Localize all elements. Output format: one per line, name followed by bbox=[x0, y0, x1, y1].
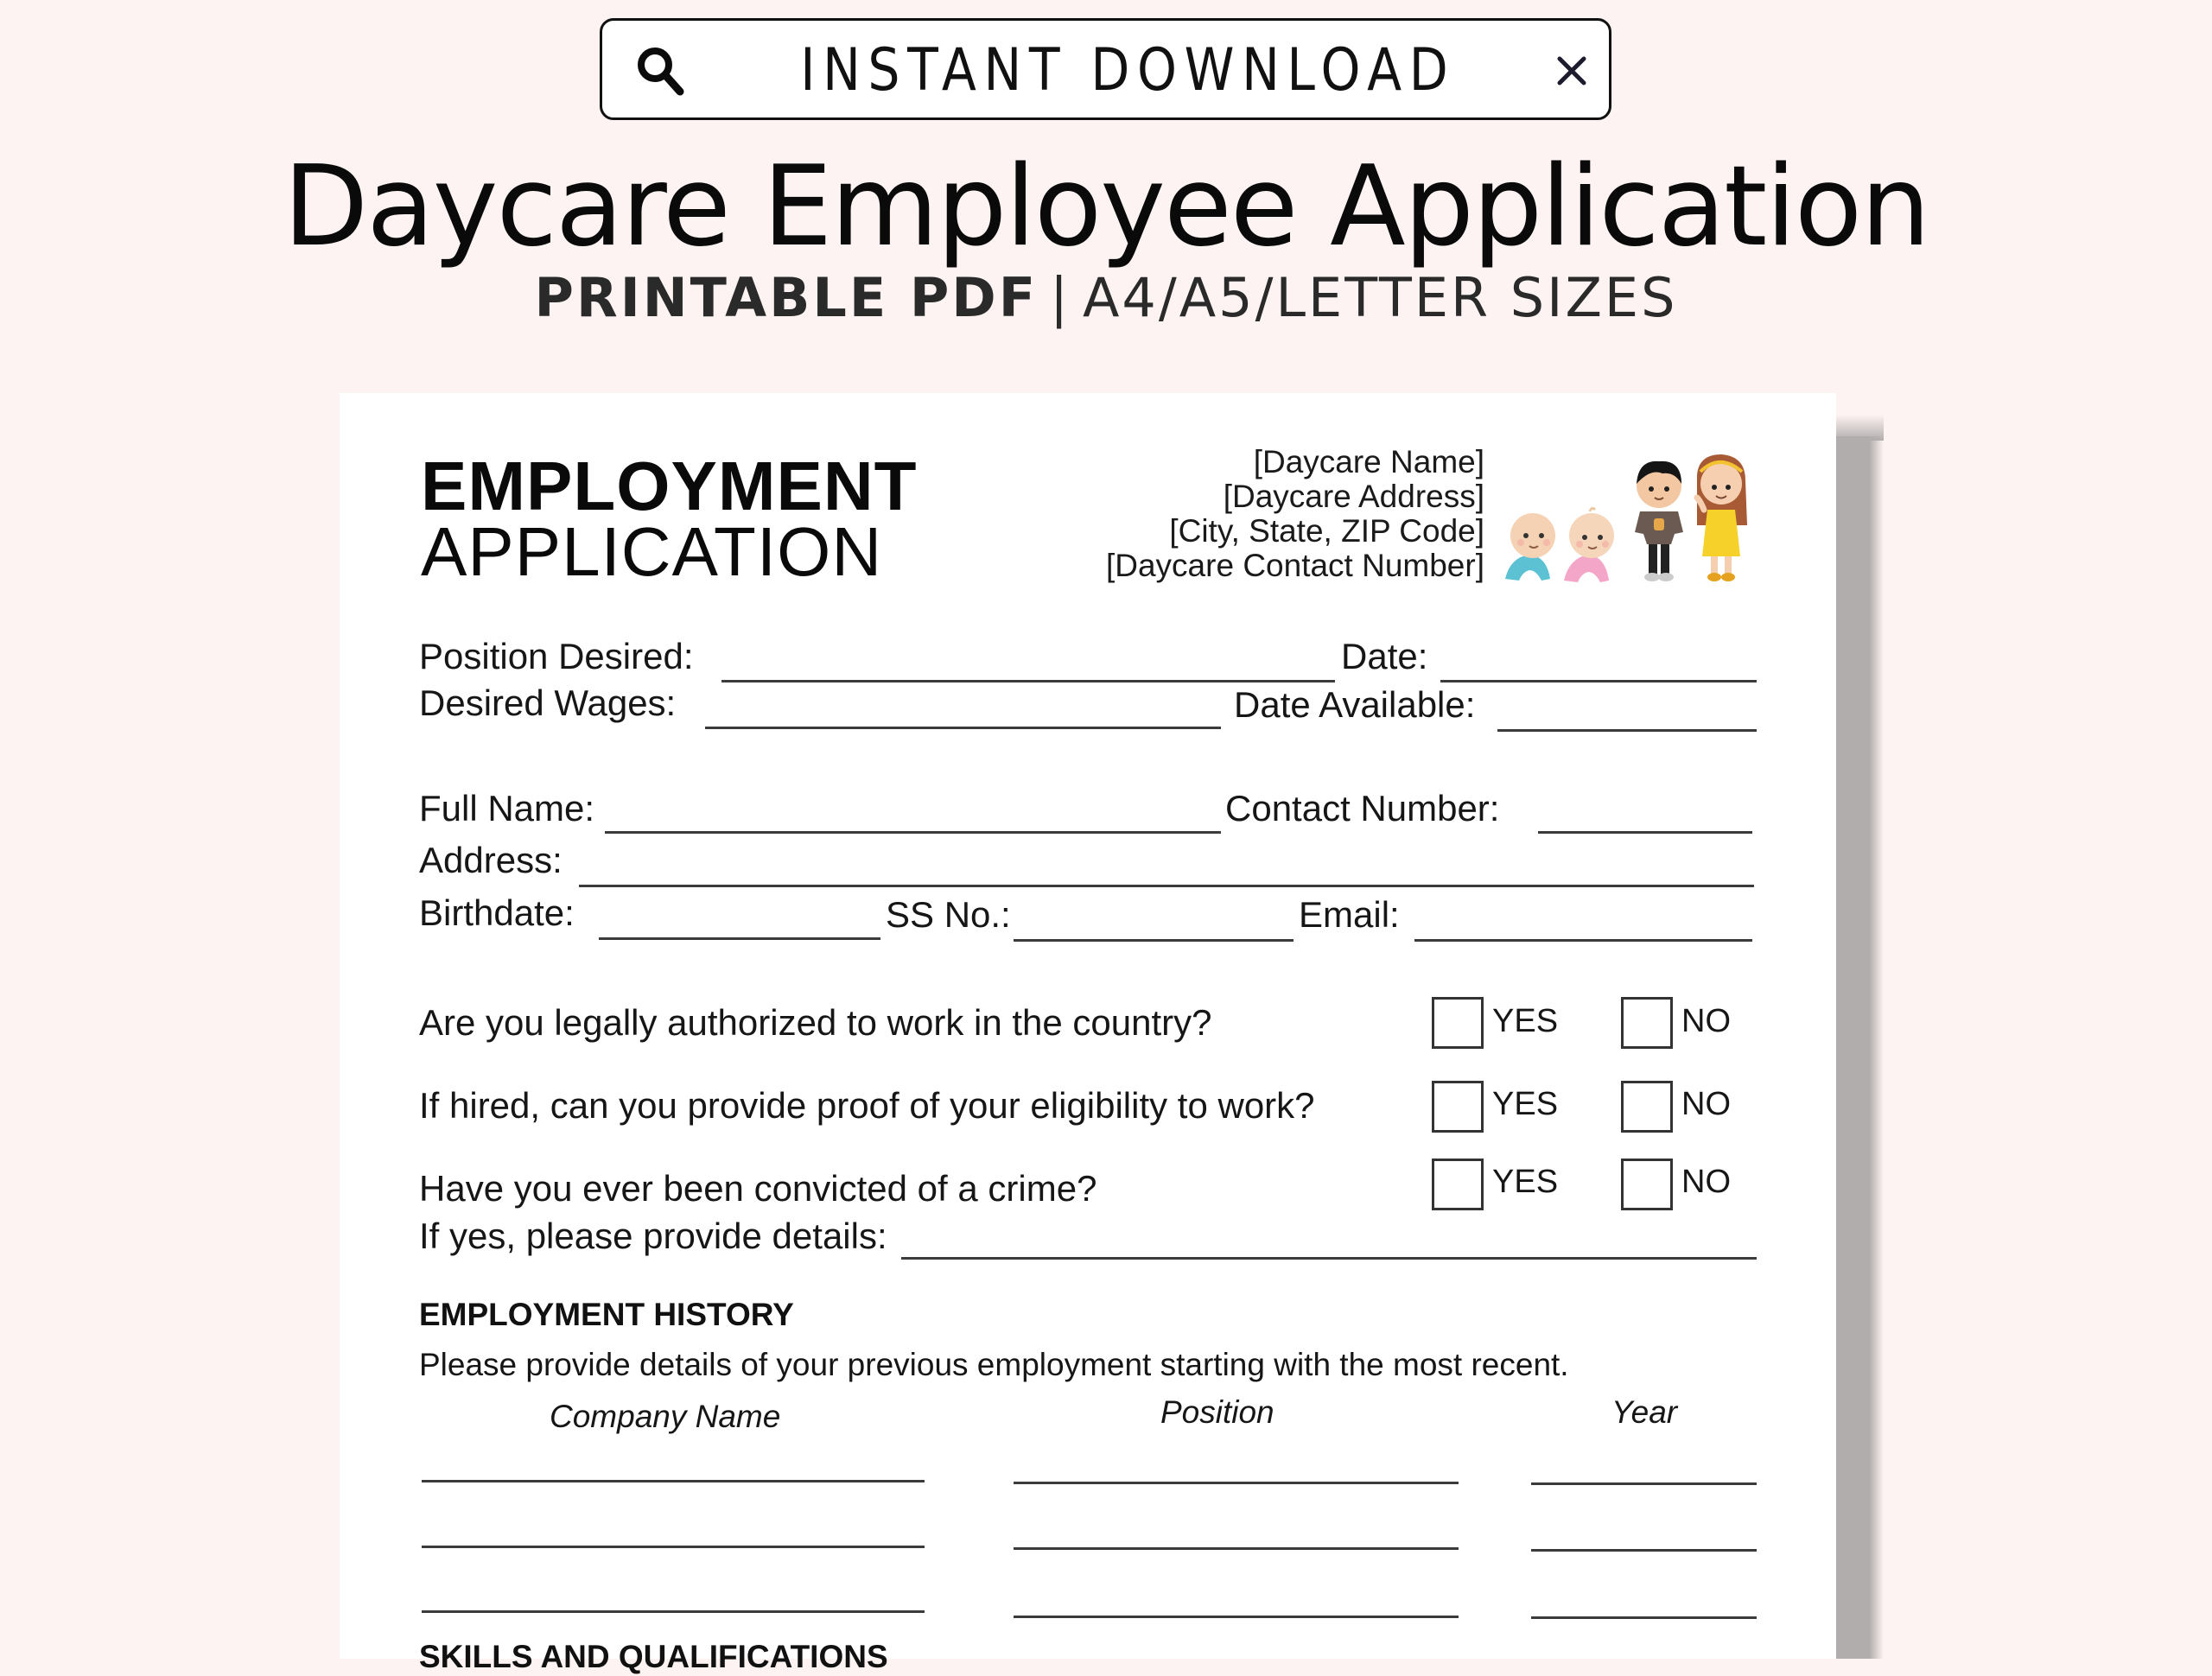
birthdate-field[interactable] bbox=[599, 937, 880, 940]
instant-download-text: INSTANT DOWNLOAD bbox=[800, 36, 1456, 105]
criminal-conviction-no-checkbox[interactable] bbox=[1621, 1159, 1673, 1210]
criminal-conviction-no-label: NO bbox=[1681, 1164, 1731, 1200]
history-row-3-company-field[interactable] bbox=[422, 1610, 925, 1613]
baby-pink-icon bbox=[1564, 508, 1614, 582]
email-field[interactable] bbox=[1414, 939, 1752, 942]
desired-wages-field[interactable] bbox=[705, 727, 1221, 729]
work-authorization-yes-checkbox[interactable] bbox=[1432, 997, 1484, 1049]
skills-qualifications-heading: SKILLS AND QUALIFICATIONS bbox=[419, 1639, 888, 1674]
position-desired-field[interactable] bbox=[721, 680, 1335, 682]
question-work-authorization: Are you legally authorized to work in the country? bbox=[419, 1002, 1212, 1043]
history-row-1-company-field[interactable] bbox=[422, 1480, 925, 1482]
date-available-field[interactable] bbox=[1497, 729, 1757, 732]
product-title: Daycare Employee Application bbox=[283, 143, 1929, 271]
history-row-1-position-field[interactable] bbox=[1014, 1482, 1459, 1484]
ss-no-label: SS No.: bbox=[886, 894, 1011, 935]
eligibility-proof-yes-checkbox[interactable] bbox=[1432, 1081, 1484, 1133]
product-subtitle bbox=[0, 268, 2212, 328]
date-available-label: Date Available: bbox=[1234, 684, 1476, 725]
history-row-2-company-field[interactable] bbox=[422, 1546, 925, 1548]
work-authorization-yes-label: YES bbox=[1492, 1003, 1559, 1039]
address-label: Address: bbox=[419, 840, 563, 880]
daycare-info-block bbox=[950, 445, 1484, 583]
baby-blue-icon bbox=[1502, 513, 1555, 583]
criminal-conviction-yes-checkbox[interactable] bbox=[1432, 1159, 1484, 1210]
document-title bbox=[421, 448, 918, 590]
eligibility-proof-no-checkbox[interactable] bbox=[1621, 1081, 1673, 1133]
daycare-contact-number: [Daycare Contact Number] bbox=[1105, 548, 1484, 583]
sheet-shadow bbox=[1836, 436, 1884, 1659]
desired-wages-label: Desired Wages: bbox=[419, 682, 677, 723]
criminal-conviction-yes-label: YES bbox=[1492, 1164, 1559, 1200]
position-desired-label: Position Desired: bbox=[419, 636, 694, 676]
address-field[interactable] bbox=[579, 885, 1754, 887]
conviction-details-label: If yes, please provide details: bbox=[419, 1216, 887, 1256]
document-title-line2: APPLICATION bbox=[421, 513, 883, 590]
conviction-details-field[interactable] bbox=[901, 1257, 1757, 1260]
history-row-2-year-field[interactable] bbox=[1531, 1549, 1757, 1552]
children-illustration bbox=[1493, 449, 1761, 587]
subtitle-format: PRINTABLE PDF bbox=[534, 266, 1039, 329]
history-row-1-year-field[interactable] bbox=[1531, 1482, 1757, 1485]
subtitle-sizes: A4/A5/LETTER SIZES bbox=[1082, 266, 1678, 329]
column-company-name: Company Name bbox=[550, 1399, 781, 1434]
ss-no-field[interactable] bbox=[1014, 939, 1294, 942]
work-authorization-no-checkbox[interactable] bbox=[1621, 997, 1673, 1049]
column-year: Year bbox=[1611, 1394, 1678, 1430]
history-row-3-position-field[interactable] bbox=[1014, 1616, 1459, 1618]
date-field[interactable] bbox=[1440, 680, 1757, 682]
daycare-address: [Daycare Address] bbox=[1223, 479, 1484, 514]
daycare-city-state-zip: [City, State, ZIP Code] bbox=[1169, 513, 1484, 549]
eligibility-proof-yes-label: YES bbox=[1492, 1086, 1559, 1122]
girl-icon bbox=[1697, 454, 1747, 581]
close-icon[interactable] bbox=[1556, 55, 1587, 86]
birthdate-label: Birthdate: bbox=[419, 892, 575, 933]
email-label: Email: bbox=[1299, 894, 1400, 935]
question-eligibility-proof: If hired, can you provide proof of your eligibility to work? bbox=[419, 1085, 1315, 1126]
column-position: Position bbox=[1160, 1394, 1274, 1430]
subtitle-separator: | bbox=[1050, 266, 1071, 329]
history-row-3-year-field[interactable] bbox=[1531, 1616, 1757, 1619]
daycare-name: [Daycare Name] bbox=[1253, 444, 1484, 479]
history-row-2-position-field[interactable] bbox=[1014, 1547, 1459, 1550]
full-name-label: Full Name: bbox=[419, 788, 595, 828]
question-criminal-conviction: Have you ever been convicted of a crime? bbox=[419, 1168, 1097, 1209]
boy-icon bbox=[1635, 461, 1683, 581]
date-label: Date: bbox=[1341, 636, 1428, 676]
eligibility-proof-no-label: NO bbox=[1681, 1086, 1731, 1122]
instant-download-search-bar[interactable] bbox=[600, 18, 1611, 120]
work-authorization-no-label: NO bbox=[1681, 1003, 1731, 1039]
employment-history-description: Please provide details of your previous employment starting with the most recent. bbox=[419, 1347, 1569, 1382]
full-name-field[interactable] bbox=[605, 831, 1221, 834]
document-title-line1: EMPLOYMENT bbox=[421, 448, 918, 524]
contact-number-field[interactable] bbox=[1538, 831, 1752, 834]
employment-history-heading: EMPLOYMENT HISTORY bbox=[419, 1297, 794, 1332]
contact-number-label: Contact Number: bbox=[1225, 788, 1500, 828]
